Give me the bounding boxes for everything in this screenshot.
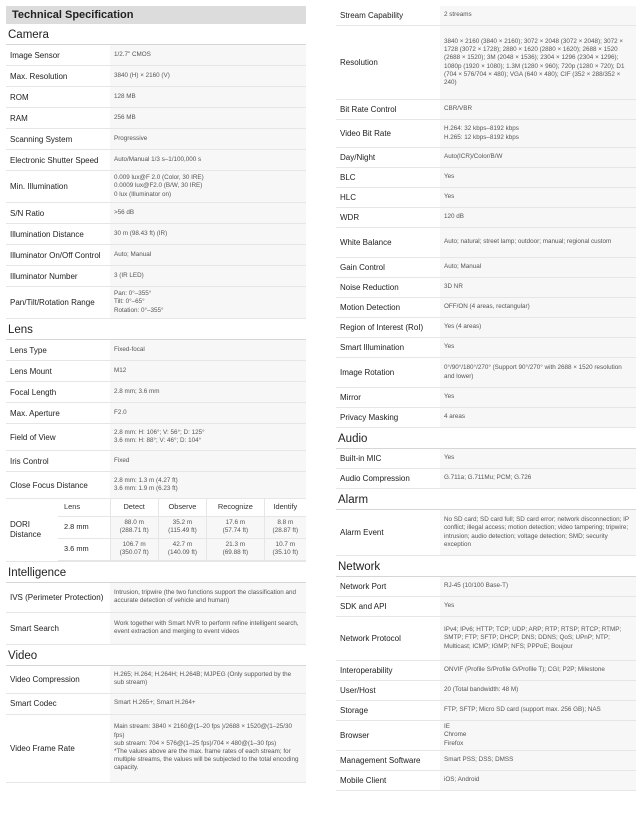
spec-row	[6, 171, 306, 203]
dori-cell: 106.7 m (350.07 ft)	[110, 538, 158, 560]
spec-label: Close Focus Distance	[10, 480, 88, 490]
spec-row	[6, 583, 306, 613]
spec-value: 120 dB	[440, 208, 636, 227]
spec-value: F2.0	[110, 403, 306, 423]
spec-label: Gain Control	[340, 263, 385, 272]
spec-label: Browser	[340, 731, 370, 740]
spec-row	[6, 666, 306, 694]
spec-row	[336, 597, 636, 617]
spec-label: Video Bit Rate	[340, 129, 391, 138]
spec-label: Min. Illumination	[10, 182, 68, 191]
spec-label: Image Sensor	[10, 50, 60, 60]
dori-header-row	[58, 499, 306, 516]
spec-label: Scanning System	[10, 134, 73, 144]
spec-row	[336, 449, 636, 469]
spec-value: Intrusion, tripwire (the two functions support the classification and accurate detection of vehicle and human)	[110, 583, 306, 612]
spec-label: Focal Length	[10, 387, 57, 397]
spec-label: Video Compression	[10, 674, 80, 684]
spec-label: Mirror	[340, 393, 361, 402]
spec-value: Yes (4 areas)	[440, 318, 636, 337]
spec-label: Noise Reduction	[340, 283, 399, 292]
spec-row	[336, 338, 636, 358]
video-rows	[6, 666, 306, 783]
spec-label: Smart Codec	[10, 699, 57, 708]
spec-value: FTP; SFTP; Micro SD card (support max. 256 GB); NAS	[440, 701, 636, 720]
spec-value: IE Chrome Firefox	[440, 721, 636, 750]
spec-value: No SD card; SD card full; SD card error; network disconnection; IP conflict; illegal access; motion detection; video tampering; tripwire; intrusion; audio detection; voltage detection; SMD; security exception	[440, 510, 636, 555]
spec-label: Field of View	[10, 432, 56, 442]
spec-row	[336, 510, 636, 556]
dori-header-detect: Detect	[110, 499, 158, 516]
spec-row	[336, 120, 636, 148]
section-heading-camera: Camera	[6, 24, 306, 45]
spec-label: User/Host	[340, 686, 376, 695]
section-heading-video: Video	[6, 645, 306, 666]
spec-label: Smart Search	[10, 623, 59, 633]
spec-value: Smart PSS; DSS; DMSS	[440, 751, 636, 770]
spec-row	[336, 228, 636, 258]
section-heading-intelligence: Intelligence	[6, 562, 306, 583]
spec-row	[336, 701, 636, 721]
spec-label: Alarm Event	[340, 528, 384, 537]
spec-row	[6, 715, 306, 783]
spec-row	[6, 129, 306, 150]
spec-value: 0.009 lux@F 2.0 (Color, 30 IRE) 0.0009 lux@F2.0 (B/W, 30 IRE) 0 lux (Illuminator on)	[110, 171, 306, 202]
spec-label: S/N Ratio	[10, 208, 45, 218]
spec-row	[336, 408, 636, 428]
spec-value: 2 streams	[440, 6, 636, 25]
spec-value: 2.8 mm: 1.3 m (4.27 ft) 3.6 mm: 1.9 m (6.23 ft)	[110, 472, 306, 498]
spec-value: Auto(ICR)/Color/B/W	[440, 148, 636, 167]
spec-label: SDK and API	[340, 602, 387, 611]
spec-value: Yes	[440, 188, 636, 207]
spec-row	[336, 188, 636, 208]
spec-row	[6, 150, 306, 171]
spec-label: Image Rotation	[340, 368, 395, 377]
dori-cell: 10.7 m (35.10 ft)	[264, 538, 306, 560]
spec-label: Illuminator On/Off Control	[10, 250, 101, 260]
spec-value: G.711a; G.711Mu; PCM; G.726	[440, 469, 636, 488]
spec-row	[6, 45, 306, 66]
spec-value: 0°/90°/180°/270° (Support 90°/270° with 2688 × 1520 resolution and lower)	[440, 358, 636, 387]
dori-row-2-8mm	[58, 516, 306, 538]
spec-label: Network Protocol	[340, 634, 401, 643]
alarm-rows	[336, 510, 636, 556]
spec-label: Management Software	[340, 756, 421, 765]
spec-label: Storage	[340, 706, 369, 715]
spec-value: Auto; Manual	[110, 245, 306, 265]
spec-value: 30 m (98.43 ft) (IR)	[110, 224, 306, 244]
video-continued-rows	[336, 6, 636, 428]
dori-distance-table	[6, 499, 306, 562]
spec-label: Lens Type	[10, 345, 47, 355]
spec-label: Illuminator Number	[10, 271, 78, 281]
spec-label: Electronic Shutter Speed	[10, 155, 99, 165]
dori-header-identify: Identify	[264, 499, 306, 516]
spec-value: Pan: 0°–355° Tilt: 0°–65° Rotation: 0°–355°	[110, 287, 306, 318]
dori-cell: 2.8 mm	[58, 516, 110, 538]
spec-label: WDR	[340, 213, 360, 222]
spec-label: Network Port	[340, 582, 387, 591]
camera-rows	[6, 45, 306, 319]
left-column	[6, 6, 306, 783]
spec-label: Interoperability	[340, 666, 393, 675]
spec-label: BLC	[340, 173, 356, 182]
spec-value: 3840 (H) × 2160 (V)	[110, 66, 306, 86]
spec-value: Fixed	[110, 451, 306, 471]
spec-label: Max. Resolution	[10, 71, 68, 81]
spec-row	[336, 208, 636, 228]
spec-row	[336, 751, 636, 771]
spec-label: Pan/Tilt/Rotation Range	[10, 298, 95, 307]
spec-row	[6, 472, 306, 499]
spec-row	[336, 358, 636, 388]
spec-label: Built-in MIC	[340, 454, 382, 463]
dori-cell: 35.2 m (115.49 ft)	[158, 516, 206, 538]
spec-value: 256 MB	[110, 108, 306, 128]
spec-row	[6, 224, 306, 245]
spec-value: M12	[110, 361, 306, 381]
dori-cell: 3.6 mm	[58, 538, 110, 560]
spec-value: 3840 × 2160 (3840 × 2160); 3072 × 2048 (3072 × 2048); 3072 × 1728 (3072 × 1728); 2880 × 1620 (2880 × 1620); 2688 × 1520 (2688 × 1520); 3M (2048 × 1536); 2304 × 1296 (2304 × 1296); 1080p (1920 × 1080); 1.3M (1280 × 960); 720p (1280 × 720); D1 (704 × 576/704 × 480); VGA (640 × 480); CIF (352 × 288/352 × 240)	[440, 26, 636, 99]
spec-value: IPv4; IPv6; HTTP; TCP; UDP; ARP; RTP; RTSP; RTCP; RTMP; SMTP; FTP; SFTP; DHCP; DNS; DDNS; QoS; UPnP; NTP; Multicast; ICMP; IGMP; NFS; PPPoE; Boujour	[440, 617, 636, 660]
spec-value: Auto/Manual 1/3 s–1/100,000 s	[110, 150, 306, 170]
spec-value: 128 MB	[110, 87, 306, 107]
dori-label: DORI Distance	[10, 519, 42, 539]
spec-row	[6, 287, 306, 319]
spec-value: Main stream: 3840 × 2160@(1–20 fps )/2688 × 1520@(1–25/30 fps) sub stream: 704 × 576@(1–25 fps)/704 × 480@(1–30 fps) *The values above are the max. frame rates of each stream; for multiple streams, the values will be subjected to the total encoding capacity.	[110, 715, 306, 782]
spec-row	[336, 258, 636, 278]
spec-row	[336, 661, 636, 681]
spec-value: 4 areas	[440, 408, 636, 427]
dori-row-3-6mm	[58, 538, 306, 560]
dori-header-recognize: Recognize	[207, 499, 265, 516]
spec-row	[6, 245, 306, 266]
spec-value: Fixed-focal	[110, 340, 306, 360]
spec-row	[6, 66, 306, 87]
spec-row	[6, 266, 306, 287]
spec-value: 2.8 mm; 3.6 mm	[110, 382, 306, 402]
dori-cell: 8.8 m (28.87 ft)	[264, 516, 306, 538]
spec-value: Auto; Manual	[440, 258, 636, 277]
spec-row	[6, 361, 306, 382]
spec-value: Yes	[440, 449, 636, 468]
spec-value: RJ-45 (10/100 Base-T)	[440, 577, 636, 596]
spec-label: Lens Mount	[10, 366, 52, 376]
spec-row	[336, 577, 636, 597]
spec-row	[6, 382, 306, 403]
right-column	[336, 6, 636, 791]
section-heading-audio: Audio	[336, 428, 636, 449]
spec-value: 2.8 mm: H: 106°; V: 56°; D: 125° 3.6 mm: H: 88°; V: 46°; D: 104°	[110, 424, 306, 450]
spec-row	[6, 694, 306, 715]
spec-label: Day/Night	[340, 153, 376, 162]
spec-value: ONVIF (Profile S/Profile G/Profile T); CGI; P2P; Milestone	[440, 661, 636, 680]
intelligence-rows	[6, 583, 306, 645]
spec-value: Auto; natural; street lamp; outdoor; manual; regional custom	[440, 228, 636, 257]
spec-value: >56 dB	[110, 203, 306, 223]
spec-label: ROM	[10, 92, 29, 102]
spec-row	[336, 617, 636, 661]
spec-label: Privacy Masking	[340, 413, 399, 422]
spec-label: Motion Detection	[340, 303, 401, 312]
spec-value: Smart H.265+; Smart H.264+	[110, 694, 306, 714]
spec-row	[6, 424, 306, 451]
audio-rows	[336, 449, 636, 489]
spec-label: Max. Aperture	[10, 408, 60, 418]
dori-cell: 21.3 m (69.88 ft)	[207, 538, 265, 560]
spec-row	[336, 26, 636, 100]
spec-row	[336, 771, 636, 791]
spec-label: Audio Compression	[340, 474, 410, 483]
spec-row	[336, 318, 636, 338]
spec-label: IVS (Perimeter Protection)	[10, 592, 104, 602]
spec-row	[6, 87, 306, 108]
spec-value: OFF/ON (4 areas, rectangular)	[440, 298, 636, 317]
spec-row	[6, 451, 306, 472]
spec-value: Yes	[440, 338, 636, 357]
spec-row	[336, 100, 636, 120]
spec-row	[6, 340, 306, 361]
spec-value: 20 (Total bandwidth: 48 M)	[440, 681, 636, 700]
spec-label: Iris Control	[10, 456, 49, 466]
spec-row	[6, 108, 306, 129]
spec-label: Region of Interest (RoI)	[340, 323, 424, 332]
spec-label: Illumination Distance	[10, 229, 84, 239]
dori-cell: 88.0 m (288.71 ft)	[110, 516, 158, 538]
spec-value: CBR/VBR	[440, 100, 636, 119]
spec-value: H.265; H.264; H.264H; H.264B; MJPEG (Only supported by the sub stream)	[110, 666, 306, 693]
spec-label: Stream Capability	[340, 11, 404, 20]
spec-row	[336, 278, 636, 298]
spec-row	[336, 168, 636, 188]
spec-row	[336, 148, 636, 168]
spec-label: White Balance	[340, 238, 392, 247]
spec-row	[336, 388, 636, 408]
spec-value: Yes	[440, 168, 636, 187]
spec-row	[6, 403, 306, 424]
spec-row	[336, 469, 636, 489]
network-rows	[336, 577, 636, 791]
spec-label: Bit Rate Control	[340, 105, 397, 114]
spec-row	[336, 681, 636, 701]
spec-label: Smart Illumination	[340, 343, 405, 352]
dori-cell: 42.7 m (140.09 ft)	[158, 538, 206, 560]
dori-header-observe: Observe	[158, 499, 206, 516]
spec-value: 3D NR	[440, 278, 636, 297]
spec-value: iOS; Android	[440, 771, 636, 790]
section-heading-alarm: Alarm	[336, 489, 636, 510]
dori-cell: 17.6 m (57.74 ft)	[207, 516, 265, 538]
lens-rows	[6, 340, 306, 499]
spec-row	[6, 203, 306, 224]
section-heading-lens: Lens	[6, 319, 306, 340]
spec-label: Resolution	[340, 58, 378, 67]
spec-label: HLC	[340, 193, 357, 202]
spec-label: Video Frame Rate	[10, 743, 75, 753]
spec-value: 3 (IR LED)	[110, 266, 306, 286]
spec-row	[336, 6, 636, 26]
page-title: Technical Specification	[6, 6, 306, 24]
spec-value: Work together with Smart NVR to perform refine intelligent search, event extraction and merging to event videos	[110, 613, 306, 644]
spec-value: Progressive	[110, 129, 306, 149]
spec-label: RAM	[10, 113, 28, 123]
spec-value: H.264: 32 kbps–8192 kbps H.265: 12 kbps–8192 kbps	[440, 120, 636, 147]
spec-value: Yes	[440, 597, 636, 616]
section-heading-network: Network	[336, 556, 636, 577]
spec-label: Mobile Client	[340, 776, 387, 785]
spec-value: 1/2.7" CMOS	[110, 45, 306, 65]
dori-header-lens: Lens	[58, 499, 110, 516]
spec-row	[336, 721, 636, 751]
spec-value: Yes	[440, 388, 636, 407]
spec-row	[6, 613, 306, 645]
spec-row	[336, 298, 636, 318]
